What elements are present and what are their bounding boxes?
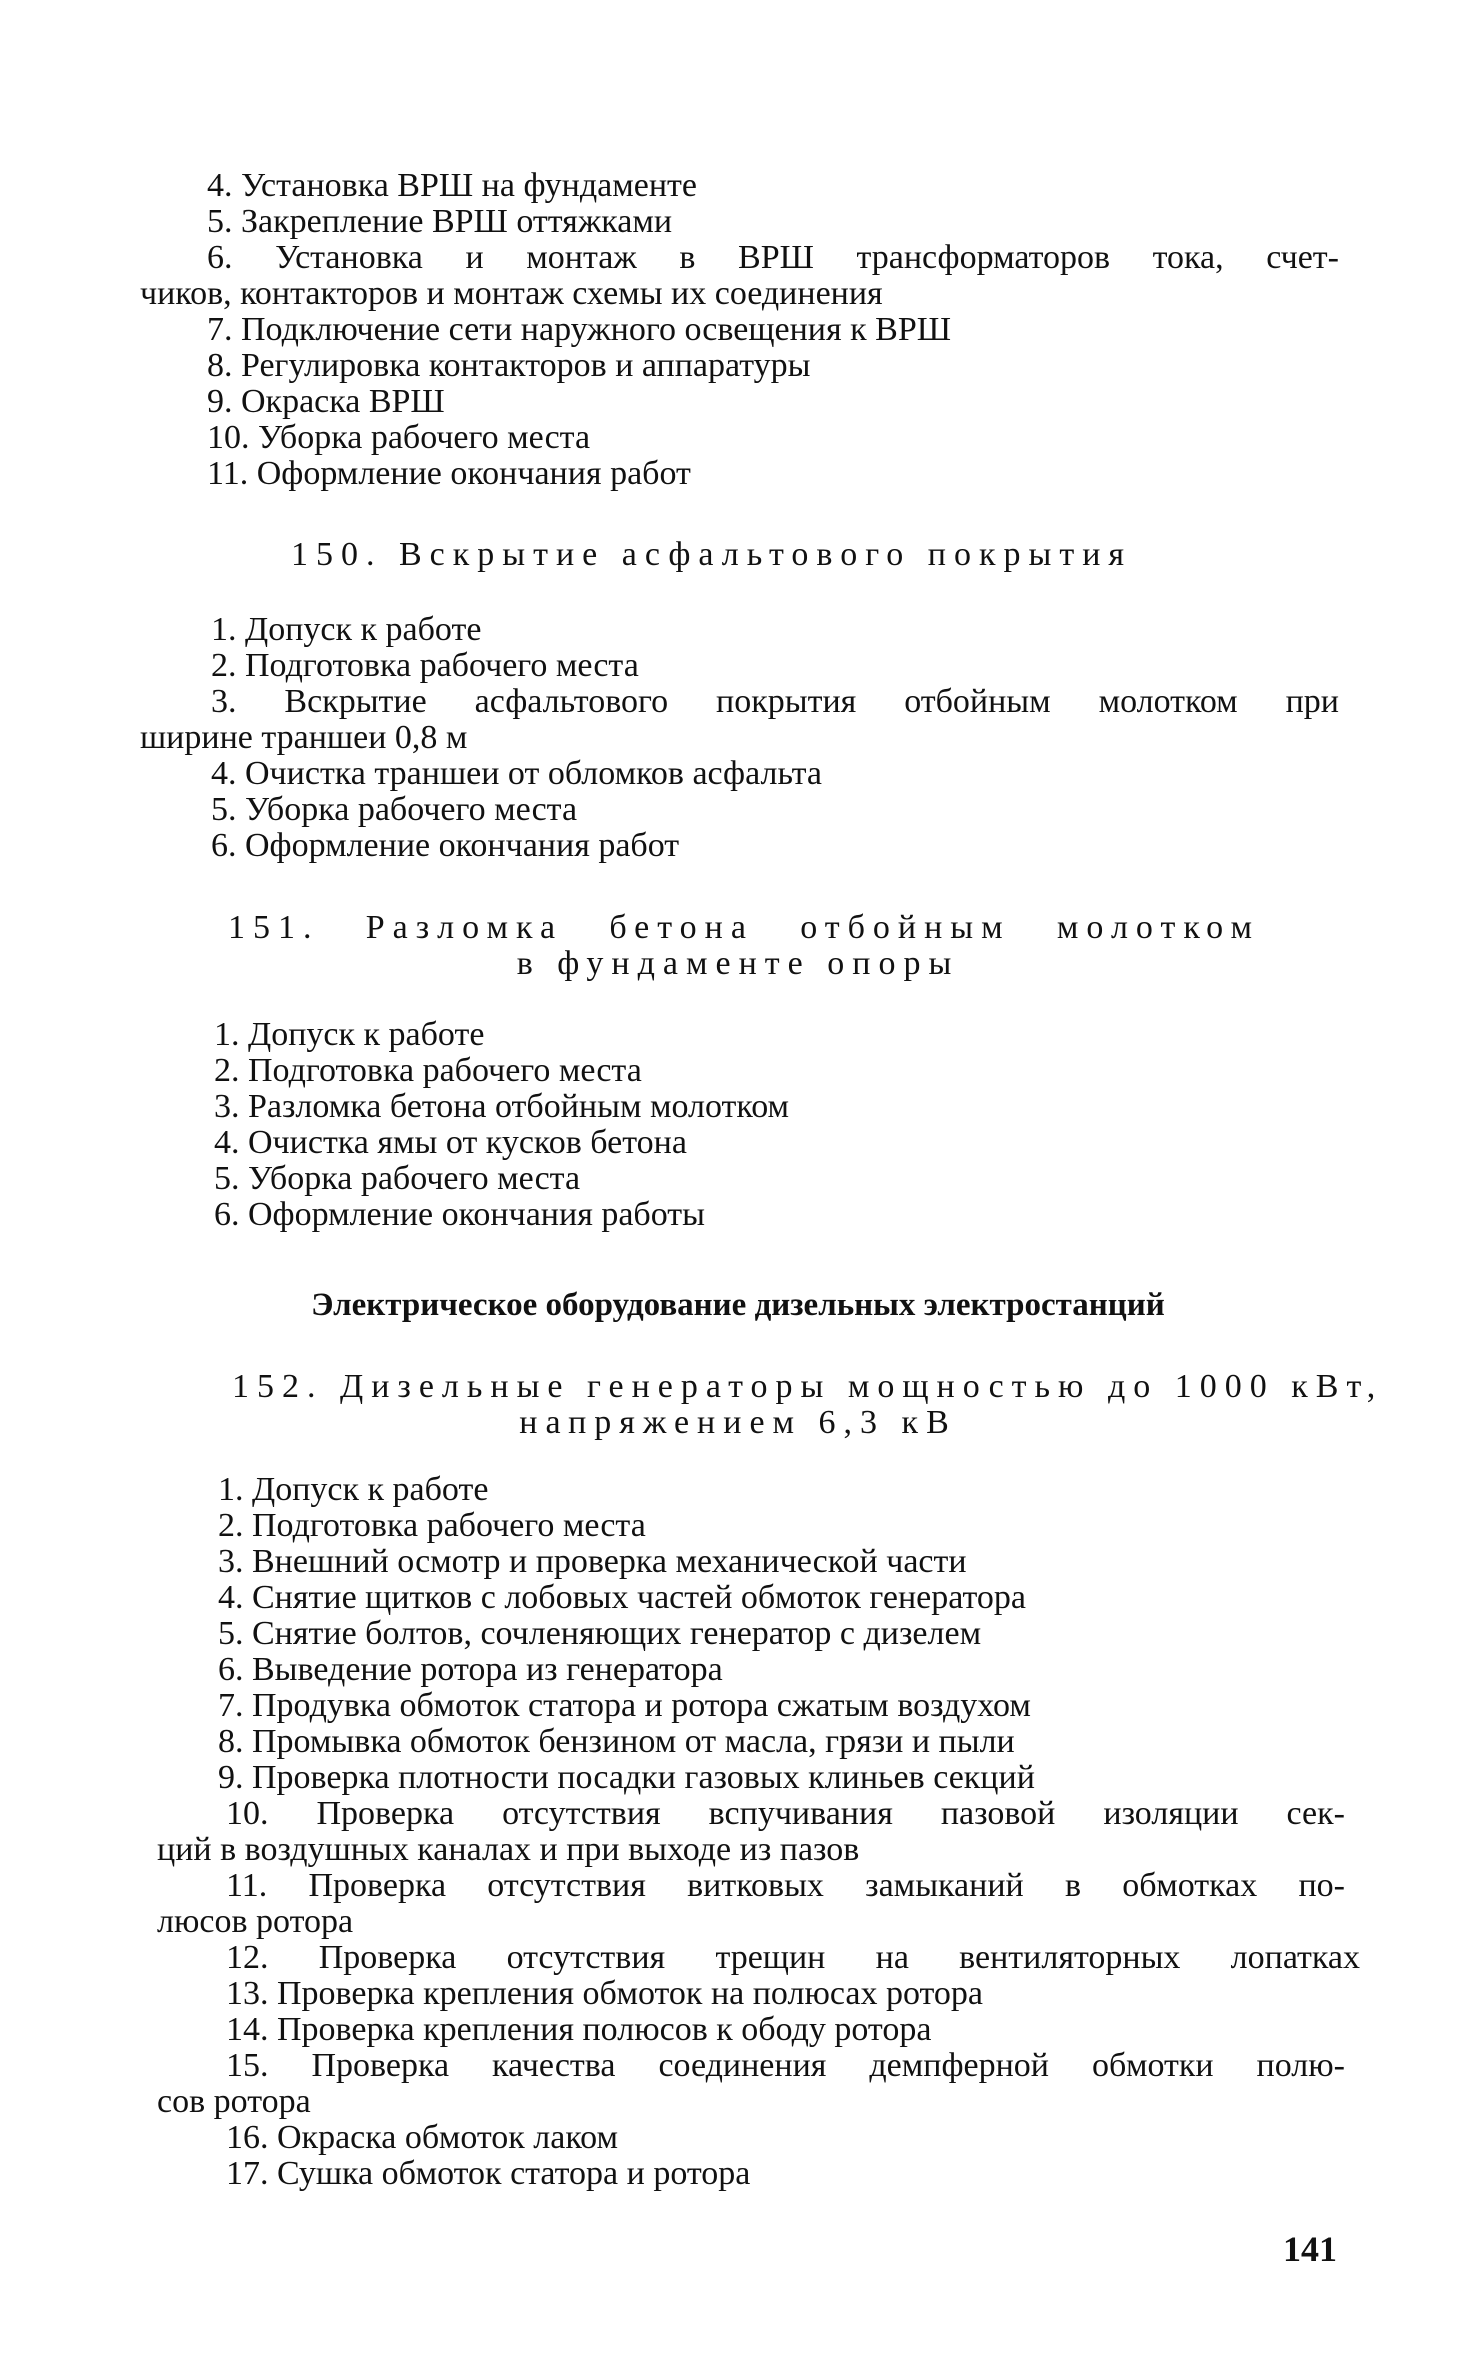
list-item: 6. Выведение ротора из генератора [218,1651,723,1688]
list-item: 9. Окраска ВРШ [207,383,445,420]
list-item: 2. Подготовка рабочего места [211,647,639,684]
list-item: 8. Регулировка контакторов и аппаратуры [207,347,811,384]
section-heading-line2: напряжением 6,3 кВ [519,1404,957,1441]
section-heading: 150. Вскрытие асфальтового покрытия [291,536,1133,573]
list-item-continuation: люсов ротора [157,1903,354,1940]
list-item-continuation: ций в воздушных каналах и при выходе из пазов [157,1831,860,1868]
list-item: 1. Допуск к работе [214,1016,485,1053]
list-item: 13. Проверка крепления обмоток на полюсах ротора [226,1975,983,2012]
list-item: 11. Оформление окончания работ [207,455,691,492]
list-item: 4. Установка ВРШ на фундаменте [207,167,697,204]
list-item: 12. Проверка отсутствия трещин на вентиляторных лопатках [226,1939,1360,1976]
list-item: 3. Внешний осмотр и проверка механической части [218,1543,967,1580]
list-item: 10. Проверка отсутствия вспучивания пазовой изоляции сек- [226,1795,1345,1832]
section-heading: 151. Разломка бетона отбойным молотком [228,909,1260,946]
list-item: 11. Проверка отсутствия витковых замыканий в обмотках по- [226,1867,1345,1904]
list-item: 2. Подготовка рабочего места [214,1052,642,1089]
list-item-continuation: сов ротора [157,2083,311,2120]
list-item: 9. Проверка плотности посадки газовых клиньев секций [218,1759,1035,1796]
list-item: 6. Оформление окончания работы [214,1196,705,1233]
list-item: 1. Допуск к работе [211,611,482,648]
list-item: 6. Установка и монтаж в ВРШ трансформаторов тока, счет- [207,239,1339,276]
list-item: 10. Уборка рабочего места [207,419,591,456]
list-item: 6. Оформление окончания работ [211,827,680,864]
list-item: 3. Вскрытие асфальтового покрытия отбойным молотком при [211,683,1339,720]
list-item: 1. Допуск к работе [218,1471,489,1508]
list-item: 14. Проверка крепления полюсов к ободу ротора [226,2011,932,2048]
list-item-continuation: чиков, контакторов и монтаж схемы их соединения [140,275,883,312]
list-item-continuation: ширине траншеи 0,8 м [140,719,468,756]
chapter-title: Электрическое оборудование дизельных электростанций [311,1287,1165,1323]
list-item: 5. Уборка рабочего места [214,1160,581,1197]
section-heading-line2: в фундаменте опоры [516,945,960,982]
list-item: 17. Сушка обмоток статора и ротора [226,2155,751,2192]
page-number: 141 [1283,2229,1337,2269]
list-item: 2. Подготовка рабочего места [218,1507,646,1544]
list-item: 7. Продувка обмоток статора и ротора сжатым воздухом [218,1687,1031,1724]
list-item: 4. Снятие щитков с лобовых частей обмоток генератора [218,1579,1026,1616]
section-heading: 152. Дизельные генераторы мощностью до 1000 кВт, [232,1368,1384,1405]
list-item: 16. Окраска обмоток лаком [226,2119,619,2156]
list-item: 4. Очистка траншеи от обломков асфальта [211,755,823,792]
list-item: 15. Проверка качества соединения демпферной обмотки полю- [226,2047,1345,2084]
list-item: 3. Разломка бетона отбойным молотком [214,1088,790,1125]
list-item: 4. Очистка ямы от кусков бетона [214,1124,687,1161]
list-item: 5. Закрепление ВРШ оттяжками [207,203,673,240]
list-item: 5. Снятие болтов, сочленяющих генератор с дизелем [218,1615,982,1652]
list-item: 7. Подключение сети наружного освещения к ВРШ [207,311,952,348]
list-item: 5. Уборка рабочего места [211,791,578,828]
list-item: 8. Промывка обмоток бензином от масла, грязи и пыли [218,1723,1015,1760]
